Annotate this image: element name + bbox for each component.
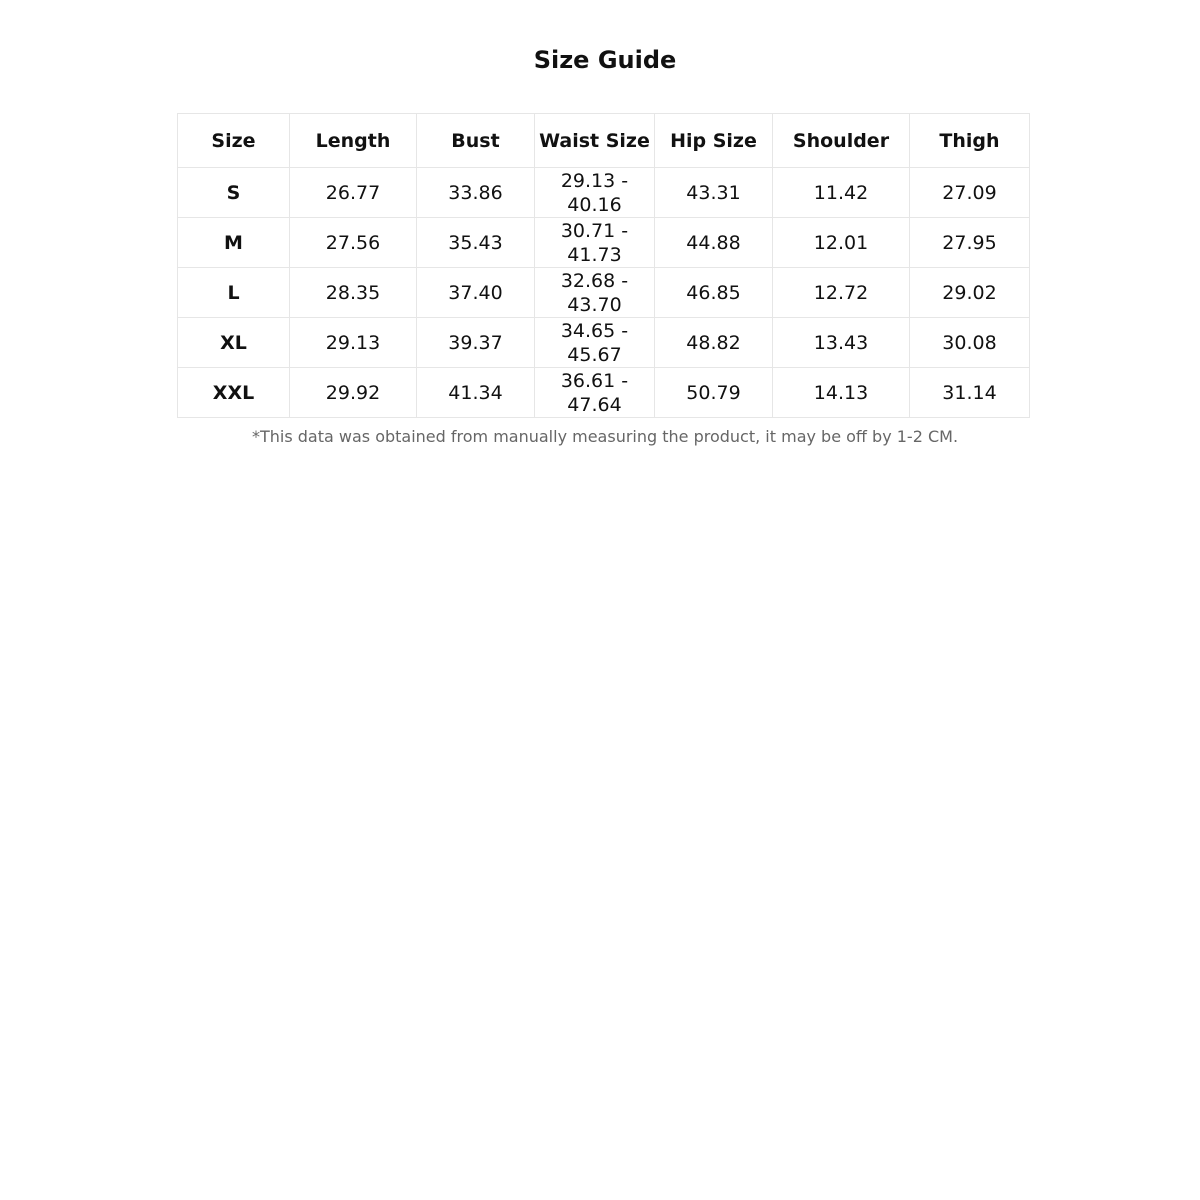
waist-size-cell: 32.68 - 43.70 xyxy=(535,268,655,318)
bust-cell: 33.86 xyxy=(417,168,535,218)
thigh-cell: 29.02 xyxy=(910,268,1030,318)
bust-cell: 35.43 xyxy=(417,218,535,268)
length-cell: 26.77 xyxy=(290,168,417,218)
table-row xyxy=(178,168,1030,218)
waist-size-cell: 30.71 - 41.73 xyxy=(535,218,655,268)
table-row xyxy=(178,218,1030,268)
hip-size-cell: 46.85 xyxy=(655,268,773,318)
thigh-cell: 27.09 xyxy=(910,168,1030,218)
measurement-disclaimer: *This data was obtained from manually measuring the product, it may be off by 1-2 CM. xyxy=(251,427,959,446)
size-guide-table xyxy=(177,113,1030,418)
length-cell: 29.92 xyxy=(290,368,417,418)
waist-size-cell: 29.13 - 40.16 xyxy=(535,168,655,218)
header-hip-size: Hip Size xyxy=(655,114,773,168)
size-cell: L xyxy=(178,268,290,318)
waist-size-cell: 34.65 - 45.67 xyxy=(535,318,655,368)
shoulder-cell: 12.72 xyxy=(773,268,910,318)
thigh-cell: 27.95 xyxy=(910,218,1030,268)
bust-cell: 41.34 xyxy=(417,368,535,418)
shoulder-cell: 13.43 xyxy=(773,318,910,368)
table-row xyxy=(178,268,1030,318)
bust-cell: 39.37 xyxy=(417,318,535,368)
header-waist-size: Waist Size xyxy=(535,114,655,168)
header-length: Length xyxy=(290,114,417,168)
table-header-row xyxy=(178,114,1030,168)
bust-cell: 37.40 xyxy=(417,268,535,318)
hip-size-cell: 50.79 xyxy=(655,368,773,418)
length-cell: 27.56 xyxy=(290,218,417,268)
size-cell: S xyxy=(178,168,290,218)
length-cell: 29.13 xyxy=(290,318,417,368)
table-row xyxy=(178,318,1030,368)
length-cell: 28.35 xyxy=(290,268,417,318)
table-row xyxy=(178,368,1030,418)
size-cell: M xyxy=(178,218,290,268)
thigh-cell: 31.14 xyxy=(910,368,1030,418)
waist-size-cell: 36.61 - 47.64 xyxy=(535,368,655,418)
shoulder-cell: 11.42 xyxy=(773,168,910,218)
header-shoulder: Shoulder xyxy=(773,114,910,168)
thigh-cell: 30.08 xyxy=(910,318,1030,368)
header-bust: Bust xyxy=(417,114,535,168)
header-thigh: Thigh xyxy=(910,114,1030,168)
hip-size-cell: 44.88 xyxy=(655,218,773,268)
page-title: Size Guide xyxy=(533,46,677,74)
hip-size-cell: 43.31 xyxy=(655,168,773,218)
shoulder-cell: 12.01 xyxy=(773,218,910,268)
size-cell: XXL xyxy=(178,368,290,418)
hip-size-cell: 48.82 xyxy=(655,318,773,368)
size-cell: XL xyxy=(178,318,290,368)
header-size: Size xyxy=(178,114,290,168)
shoulder-cell: 14.13 xyxy=(773,368,910,418)
